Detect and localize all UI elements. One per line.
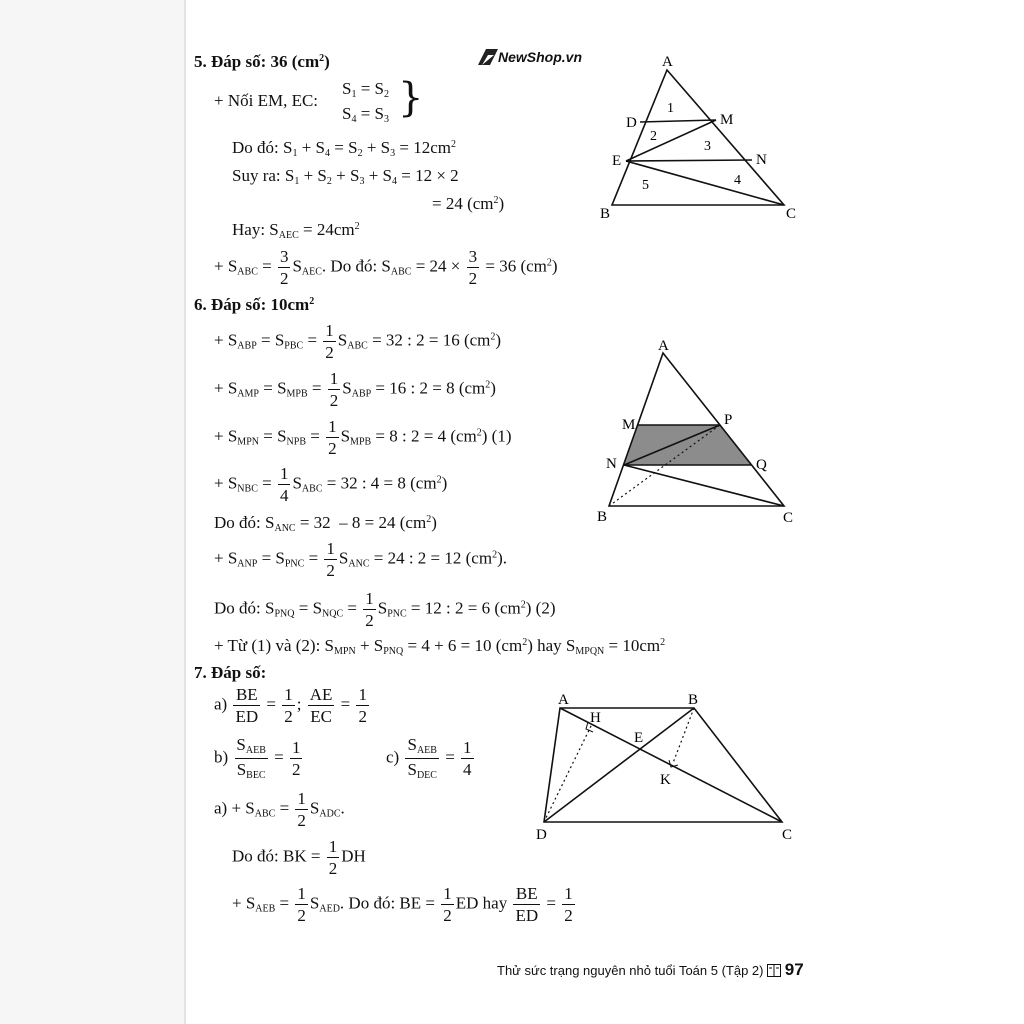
fig3-label-e: E	[634, 730, 644, 746]
fig1-label-e: E	[612, 153, 622, 169]
logo-icon	[478, 47, 498, 65]
p7-line-bk: Do đó: BK = $\frac{1}{2}$ DH	[232, 837, 366, 878]
fig2-label-a: A	[658, 338, 669, 354]
book-icon	[767, 964, 781, 977]
fig1-region-2: 2	[650, 129, 657, 144]
p7-part-a: a) $\frac{BE}{ED}$ = $\frac{1}{2}$ ; $\frac{AE}{EC}$ = $\frac{1}{2}$	[214, 685, 367, 726]
p5-line5: = 24 $(cm^2)$	[432, 194, 505, 213]
fig2-label-b: B	[597, 509, 608, 525]
p5-line4: Suy ra: $S_1 + S_2 + S_3 + S_4 = 12 \times 2$	[232, 166, 459, 187]
p7-line-aeb: + $S_{AEB}$ = $\frac{1}{2}$ $S_{AED}$. Do đó: BE = $\frac{1}{2}$ ED hay $\frac{BE}{ED}$ = $\frac{1}{2}$	[232, 884, 573, 925]
p5-line7: + $S_{ABC}$ = $\frac{3}{2}$ $S_{AEC}$. Do đó: $S_{ABC} = 24$ × $\frac{3}{2}$ = 36 $(cm^2)$	[214, 247, 558, 288]
p7-part-b: b) $S_{AEB}$ $S_{BEC}$ = $\frac{1}{2}$	[214, 735, 301, 781]
page-number: 97	[784, 960, 804, 979]
binding-line	[184, 0, 186, 1024]
fig1-region-1: 1	[667, 101, 674, 116]
p7-line-a: $a) + S_{ABC}$ = $\frac{1}{2}$ $S_{ADC}$.	[214, 789, 345, 830]
fig2-label-m: M	[622, 417, 636, 433]
p5-connect: + Nối EM, EC:	[214, 91, 319, 110]
p6-line7: Do đó: $S_{PNQ} = S_{NQC}$ = $\frac{1}{2}$ $S_{PNC} = 12$ : 2 = 6 $(cm^2)$ (2)	[214, 589, 556, 630]
fig2-shaded-mpqn	[624, 425, 751, 465]
p5-line6: Hay: $S_{AEC} = 24cm^2$	[232, 220, 360, 241]
p7-part-c: c) $S_{AEB}$ $S_{DEC}$ = $\frac{1}{4}$	[386, 735, 472, 781]
p5-eq-s1-s2: $S_1 = S_2$	[342, 79, 390, 100]
fig1-label-d: D	[626, 115, 637, 131]
fig3-label-k: K	[660, 772, 671, 788]
fig3-label-b: B	[688, 692, 699, 708]
fig3-label-h: H	[590, 710, 601, 726]
p5-eq-s4-s3: $S_4 = S_3$	[342, 104, 390, 125]
fig1-label-a: A	[662, 54, 673, 70]
p5-answer: 5. Đáp số: 36 $(cm^2)$	[194, 52, 330, 71]
fig3-label-a: A	[558, 692, 569, 708]
p6-line2: + $S_{AMP} = S_{MPB}$ = $\frac{1}{2}$ $S_{ABP} = 16$ : 2 = 8 $(cm^2)$	[214, 369, 496, 410]
figure-3-trapezoid	[526, 688, 802, 844]
fig1-region-3: 3	[704, 139, 711, 154]
fig1-label-m: M	[720, 112, 734, 128]
p6-line8: + Từ (1) và (2): $S_{MPN} + S_{PNQ} = 4 + 6 = 10$ $(cm^2)$ hay $S_{MPQN} = 10cm^2$	[214, 636, 666, 657]
p6-answer: 6. Đáp số: $10cm^2$	[194, 295, 315, 314]
p7-answer: 7. Đáp số:	[194, 663, 267, 682]
p6-line5: Do đó: $S_{ANC} = 32 - 8 = 24$ $(cm^2)$	[214, 513, 437, 534]
fig3-label-c: C	[782, 827, 793, 843]
p5-brace: }	[398, 75, 424, 121]
newshop-logo	[478, 47, 582, 65]
fig1-region-4: 4	[734, 173, 741, 188]
figure-1-triangle	[598, 52, 810, 224]
fig2-label-p: P	[724, 412, 733, 428]
footer-text: Thử sức trạng nguyên nhỏ tuổi Toán 5 (Tập 2)	[497, 963, 764, 978]
page-edge	[0, 0, 186, 1024]
p6-line3: + $S_{MPN} = S_{NPB}$ = $\frac{1}{2}$ $S_{MPB} = 8$ : 2 = 4 $(cm^2)$ (1)	[214, 417, 512, 458]
page-footer	[497, 960, 804, 980]
fig1-region-5: 5	[642, 178, 649, 193]
p5-line3: Do đó: $S_1 + S_4 = S_2 + S_3 = 12cm^2$	[232, 138, 456, 159]
fig1-label-n: N	[756, 152, 767, 168]
fig2-label-q: Q	[756, 457, 767, 473]
fig3-label-d: D	[536, 827, 547, 843]
fig1-label-c: C	[786, 206, 797, 222]
logo-text: NewShop.vn	[498, 49, 583, 65]
p6-line4: + $S_{NBC}$ = $\frac{1}{4}$ $S_{ABC} = 32$ : 4 = 8 $(cm^2)$	[214, 464, 448, 505]
fig2-label-c: C	[783, 510, 794, 526]
fig1-label-b: B	[600, 206, 611, 222]
fig2-label-n: N	[606, 456, 617, 472]
figure-2-triangle	[592, 334, 804, 528]
p6-line6: + $S_{ANP} = S_{PNC}$ = $\frac{1}{2}$ $S_{ANC} = 24$ : 2 = 12 $(cm^2)$.	[214, 539, 507, 580]
p6-line1: + $S_{ABP} = S_{PBC}$ = $\frac{1}{2}$ $S_{ABC} = 32$ : 2 = 16 $(cm^2)$	[214, 321, 502, 362]
